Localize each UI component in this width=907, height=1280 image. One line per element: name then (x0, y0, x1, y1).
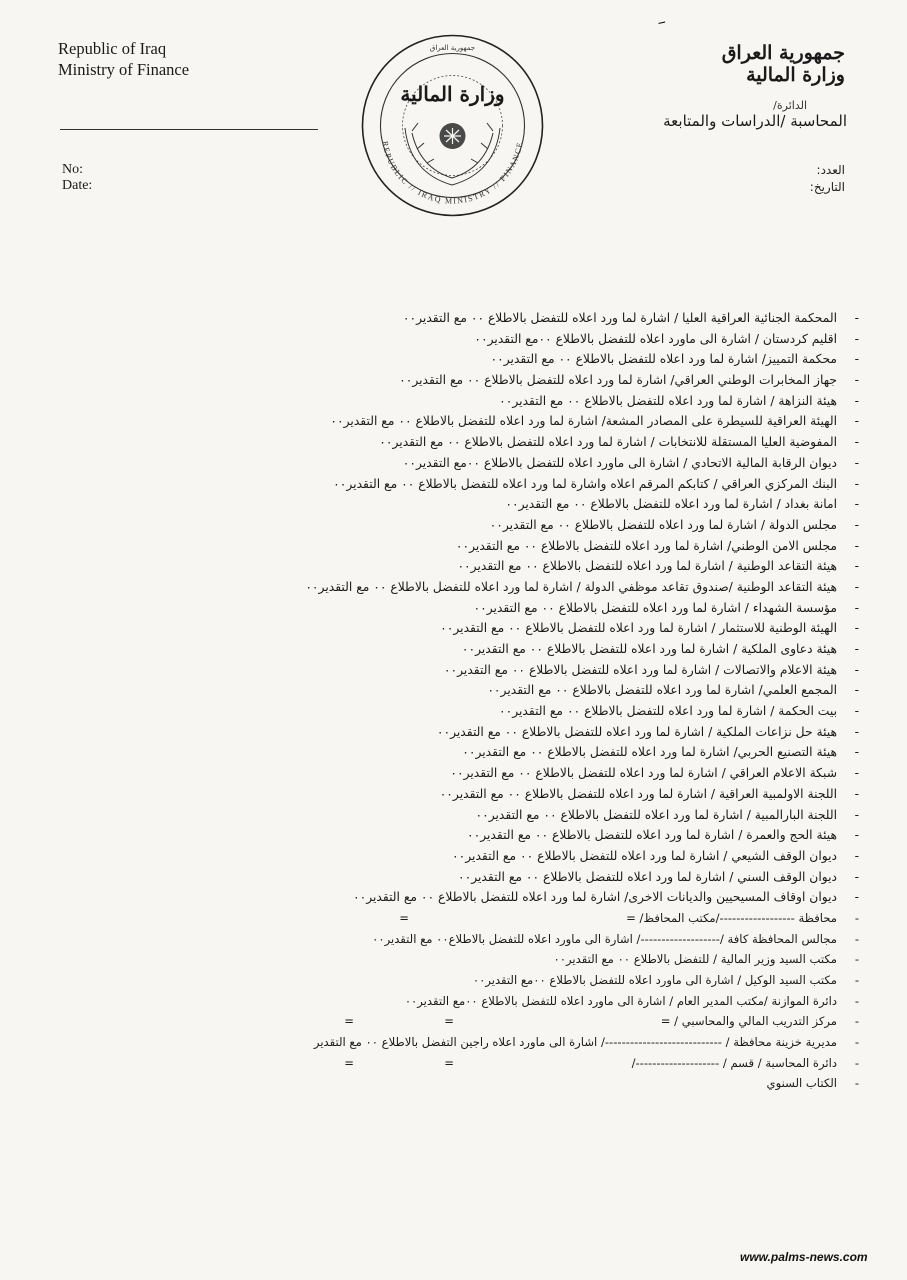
list-item: - مؤسسة الشهداء / اشارة لما ورد اعلاه للتفضل بالاطلاع ٠٠ مع التقدير٠٠ (473, 600, 859, 615)
list-item: - الهيئة الوطنية للاستثمار / اشارة لما ورد اعلاه للتفضل بالاطلاع ٠٠ مع التقدير٠٠ (440, 621, 859, 636)
list-item: - اللجنة الاولمبية العراقية / اشارة لما ورد اعلاه للتفضل بالاطلاع ٠٠ مع التقدير٠٠ (439, 786, 859, 801)
ministry-seal (360, 33, 545, 218)
ditto-mark: = (344, 1055, 354, 1070)
ditto-mark: = (444, 1014, 454, 1029)
list-item: - مجلس الدولة / اشارة لما ورد اعلاه للتفضل بالاطلاع ٠٠ مع التقدير٠٠ (489, 517, 859, 532)
ministry-name-ar: وزارة المالية (746, 64, 845, 86)
list-item: - المجمع العلمي/ اشارة لما ورد اعلاه للتفضل بالاطلاع ٠٠ مع التقدير٠٠ (487, 683, 859, 698)
number-date-block-ar (810, 162, 845, 196)
list-item: - مكتب السيد وزير المالية / للتفضل بالاطلاع ٠٠ مع التقدير٠٠ (553, 952, 859, 967)
department-value: المحاسبة /الدراسات والمتابعة (663, 112, 847, 130)
list-item: - هيئة الحج والعمرة / اشارة لما ورد اعلاه للتفضل بالاطلاع ٠٠ مع التقدير٠٠ (466, 828, 859, 843)
department-block (663, 99, 847, 130)
ditto-mark: = (399, 910, 409, 925)
list-item: - هيئة دعاوى الملكية / اشارة لما ورد اعلاه للتفضل بالاطلاع ٠٠ مع التقدير٠٠ (461, 642, 859, 656)
list-item: - مجلس الامن الوطني/ اشارة لما ورد اعلاه للتفضل بالاطلاع ٠٠ مع التقدير٠٠ (455, 538, 859, 553)
number-label-ar: العدد: (816, 163, 845, 177)
svg-text:REPUBLIC // IRAQ MINISTRY // (380, 140, 524, 205)
list-item: - الهيئة العراقية للسيطرة على المصادر المشعة/ اشارة لما ورد اعلاه للتفضل بالاطلاع ٠٠ مع التقدير٠٠ (330, 414, 859, 429)
list-item: - هيئة النزاهة / اشارة لما ورد اعلاه للتفضل بالاطلاع ٠٠ مع التقدير٠٠ (499, 393, 859, 408)
list-item: - هيئة التقاعد الوطنية /صندوق تقاعد موظفي الدولة / اشارة لما ورد اعلاه للتفضل بالاطلاع ٠٠ مع التقدير٠٠ (305, 579, 859, 594)
list-item: - هيئة حل نزاعات الملكية / اشارة لما ورد اعلاه للتفضل بالاطلاع ٠٠ مع التقدير٠٠ (436, 724, 859, 739)
seal-bottom-text: REPUBLIC // IRAQ MINISTRY // FINANCE (380, 140, 525, 206)
list-item: - ديوان الوقف السني / اشارة لما ورد اعلاه للتفضل بالاطلاع ٠٠ مع التقدير٠٠ (457, 869, 859, 884)
list-item: - مديرية خزينة محافظة / ----------------------------/ اشارة الى ماورد اعلاه راجين التفضل بالاطلاع ٠٠ مع التقدير (313, 1035, 859, 1050)
list-item: - الكتاب السنوي (766, 1076, 859, 1091)
handwritten-mark: ﹶ (655, 18, 662, 43)
country-name-en: Republic of Iraq (58, 39, 167, 58)
list-item: - بيت الحكمة / اشارة لما ورد اعلاه للتفضل بالاطلاع ٠٠ مع التقدير٠٠ (499, 704, 859, 719)
list-item: - هيئة التصنيع الحربي/ اشارة لما ورد اعلاه للتفضل بالاطلاع ٠٠ مع التقدير٠٠ (462, 745, 859, 760)
list-item: - البنك المركزي العراقي / كتابكم المرقم اعلاه واشارة لما ورد اعلاه للتفضل بالاطلاع ٠٠ مع التقدير٠٠ (333, 476, 859, 491)
department-label: الدائرة/ (773, 99, 807, 112)
list-item: - مكتب السيد الوكيل / اشارة الى ماورد اعلاه للتفضل بالاطلاع ٠٠مع التقدير٠٠ (472, 973, 859, 987)
list-item: - مركز التدريب المالي والمحاسبي / = = = (39, 1011, 859, 1032)
list-item: - شبكة الاعلام العراقي / اشارة لما ورد اعلاه للتفضل بالاطلاع ٠٠ مع التقدير٠٠ (450, 766, 859, 781)
letterhead-divider (60, 129, 318, 130)
country-name-ar: جمهورية العراق (721, 42, 845, 64)
ditto-mark: = (344, 1014, 354, 1029)
letterhead-en (58, 38, 189, 80)
list-item: - ديوان الوقف الشيعي / اشارة لما ورد اعلاه للتفضل بالاطلاع ٠٠ مع التقدير٠٠ (452, 848, 859, 863)
list-item: - المحكمة الجنائية العراقية العليا / اشارة لما ورد اعلاه للتفضل بالاطلاع ٠٠ مع التقدير٠٠ (402, 311, 859, 325)
date-label-en: Date: (62, 178, 93, 193)
number-date-block-en (62, 162, 92, 194)
list-item: - جهاز المخابرات الوطني العراقي/ اشارة لما ورد اعلاه للتفضل بالاطلاع ٠٠ مع التقدير٠٠ (399, 373, 859, 388)
recipients-list (39, 308, 859, 1094)
date-label-ar: التاريخ: (809, 180, 845, 194)
list-item: - محافظة ------------------/مكتب المحافظ/ = = (39, 908, 859, 929)
list-item: - امانة بغداد / اشارة لما ورد اعلاه للتفضل بالاطلاع ٠٠ مع التقدير٠٠ (505, 497, 859, 512)
number-label-en: No: (62, 162, 83, 177)
list-item: - هيئة التقاعد الوطنية / اشارة لما ورد اعلاه للتفضل بالاطلاع ٠٠ مع التقدير٠٠ (457, 559, 859, 574)
list-item: - هيئة الاعلام والاتصالات / اشارة لما ورد اعلاه للتفضل بالاطلاع ٠٠ مع التقدير٠٠ (443, 662, 859, 677)
website-watermark: www.palms-news.com (740, 1250, 868, 1264)
list-item: - محكمة التمييز/ اشارة لما ورد اعلاه للتفضل بالاطلاع ٠٠ مع التقدير٠٠ (490, 352, 859, 367)
list-item: - ديوان الرقابة المالية الاتحادي / اشارة الى ماورد اعلاه للتفضل بالاطلاع ٠٠مع التقدير٠٠ (402, 455, 859, 470)
list-item: - مجالس المحافظة كافة /-------------------/ اشارة الى ماورد اعلاه للتفضل بالاطلاع٠٠ مع التقدير٠٠ (372, 931, 859, 946)
list-item: - ديوان اوقاف المسيحيين والديانات الاخرى/ اشارة لما ورد اعلاه للتفضل بالاطلاع ٠٠ مع التقدير٠٠ (352, 890, 859, 905)
ditto-mark: = (444, 1055, 454, 1070)
list-item: - اقليم كردستان / اشارة الى ماورد اعلاه للتفضل بالاطلاع ٠٠مع التقدير٠٠ (474, 331, 859, 346)
list-item: - المفوضية العليا المستقلة للانتخابات / اشارة لما ورد اعلاه للتفضل بالاطلاع ٠٠ مع التقدير٠٠ (379, 435, 859, 450)
seal-top-text: جمهورية العراق (429, 44, 476, 52)
list-item: - دائرة الموازنة /مكتب المدير العام / اشارة الى ماورد اعلاه للتفضل بالاطلاع ٠٠مع التقدير٠٠ (404, 993, 859, 1008)
list-item: - دائرة المحاسبة / قسم / --------------------/ = = (39, 1053, 859, 1074)
seal-center-text: وزارة المالية (400, 82, 505, 106)
letterhead-ar (722, 42, 845, 86)
list-item: - اللجنة البارالمبية / اشارة لما ورد اعلاه للتفضل بالاطلاع ٠٠ مع التقدير٠٠ (475, 807, 859, 822)
ministry-name-en: Ministry of Finance (58, 60, 190, 79)
